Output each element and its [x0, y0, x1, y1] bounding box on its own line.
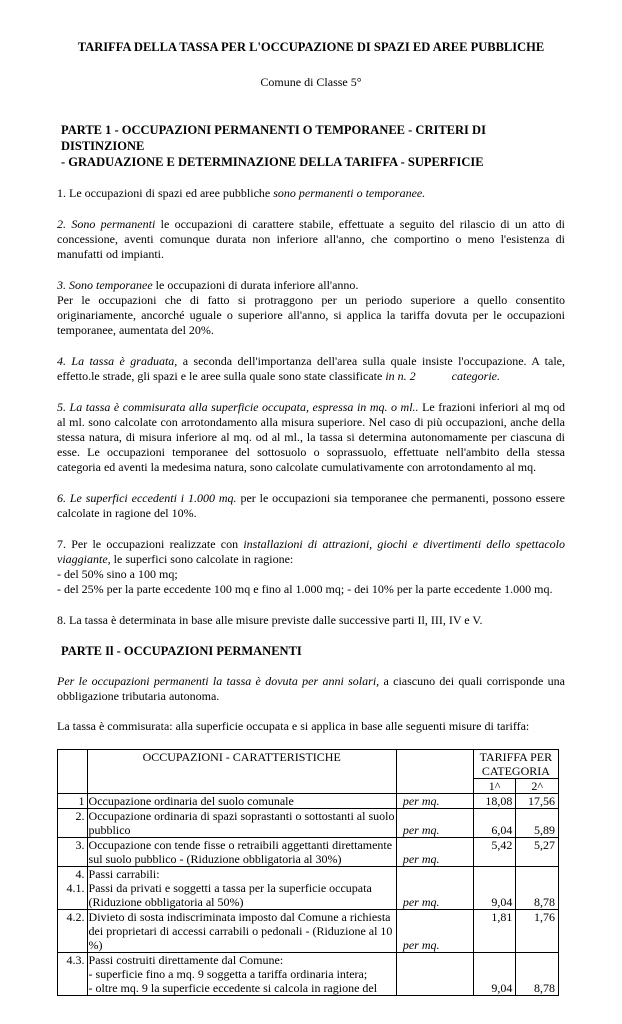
- table-row: [58, 910, 559, 953]
- p5-italic: 5. La tassa è commisurata alla superficie occupata, espressa in mq. o ml..: [57, 400, 419, 414]
- paragraph-4: [57, 354, 565, 384]
- p7-text: 7. Per le occupazioni realizzate con: [57, 537, 244, 551]
- p1-text: 1. Le occupazioni di spazi ed aree pubbliche: [57, 186, 274, 200]
- row-value-cat2: 5,89: [516, 809, 559, 838]
- row-unit: [396, 953, 473, 996]
- row-number: 1: [58, 794, 88, 809]
- p2-italic: 2. Sono permanenti: [57, 217, 156, 231]
- row-value-cat2: 1,76: [516, 910, 559, 953]
- part1-heading-line1: PARTE 1 - OCCUPAZIONI PERMANENTI O TEMPORANEE - CRITERI DI DISTINZIONE: [61, 123, 486, 153]
- paragraph-7: [57, 537, 565, 597]
- row-value-cat1: 9,04: [473, 953, 516, 996]
- table-row: [58, 794, 559, 809]
- row-description: Divieto di sosta indiscriminata imposto dal Comune a richiesta dei proprietari di accessi carrabili o pedonali - (Riduzione al 10 %): [87, 910, 396, 953]
- table-header-unit: [396, 750, 473, 794]
- part1-heading: [57, 122, 565, 170]
- p7-item-2: - del 25% per la parte eccedente 100 mq e fino al 1.000 mq; - dei 10% per la parte eccedente 1.000 mq.: [57, 582, 553, 596]
- p2-text: le occupazioni di carattere stabile, effettuate a seguito del rilascio di un atto di concessione, aventi comunque durata non inferiore all'anno, che comportino o meno l'esistenza di manufatti od impianti.: [57, 217, 566, 261]
- row-unit: per mq.: [396, 794, 473, 809]
- row-number: 2.: [58, 809, 88, 838]
- row-value-cat1: 6,04: [473, 809, 516, 838]
- table-header-cat2: 2^: [516, 779, 559, 794]
- row-unit: per mq.: [396, 838, 473, 867]
- table-header-characteristics: OCCUPAZIONI - CARATTERISTICHE: [87, 750, 396, 794]
- part2-p1-italic: Per le occupazioni permanenti la tassa è dovuta per anni solari,: [57, 674, 380, 688]
- paragraph-1: [57, 186, 565, 201]
- part2-paragraph-1: [57, 674, 565, 704]
- table-header-num: [58, 750, 88, 794]
- paragraph-5: [57, 400, 565, 475]
- row-description: Occupazione ordinaria di spazi soprastanti o sottostanti al suolo pubblico: [88, 809, 395, 837]
- tariff-table: [57, 749, 559, 996]
- table-body: [58, 794, 559, 996]
- row-description: Passi costruiti direttamente dal Comune: - superficie fino a mq. 9 soggetta a tariffa ordinaria intera; - oltre mq. 9 la superficie eccedente si calcola in ragione del: [87, 953, 396, 996]
- table-header-cat1: 1^: [473, 779, 516, 794]
- row-value-cat2: 8,78: [516, 867, 559, 910]
- part2-paragraph-2: La tassa è commisurata: alla superficie occupata e si applica in base alle seguenti misure di tariffa:: [57, 719, 530, 733]
- p7-italic: installazioni di attrazioni, giochi e divertimenti dello spettacolo viaggiante,: [57, 537, 565, 566]
- p6-italic: 6. Le superfici eccedenti i 1.000 mq.: [57, 491, 237, 505]
- p1-italic: sono permanenti o temporanee.: [273, 186, 426, 200]
- row-unit: per mq.: [396, 809, 473, 838]
- p4-text: a seconda dell'importanza dell'area sulla quale insiste l'occupazione. A tale, effetto.le strade, gli spazi e le aree sulla quale sono state classificate: [57, 354, 565, 383]
- row-number: 4.2.: [58, 910, 88, 953]
- paragraph-2: [57, 217, 565, 262]
- document-title: TARIFFA DELLA TASSA PER L'OCCUPAZIONE DI SPAZI ED AREE PUBBLICHE: [77, 40, 545, 54]
- table-row: [58, 867, 559, 910]
- p3-text: le occupazioni di durata inferiore all'anno.: [152, 278, 359, 292]
- p7-text-2: le superfici sono calcolate in ragione:: [110, 552, 294, 566]
- row-description: Occupazione con tende fisse o retraibili aggettanti direttamente sul suolo pubblico - (Riduzione obbligatoria al 30%): [87, 838, 396, 867]
- p4-italic: 4. La tassa è graduata,: [57, 354, 178, 368]
- p6-text: per le occupazioni sia temporanee che permanenti, possono essere calcolate in ragione del 10%.: [57, 491, 565, 520]
- row-unit: per mq.: [396, 867, 473, 910]
- paragraph-8: 8. La tassa è determinata in base alle misure previste dalle successive parti Il, III, IV e V.: [57, 613, 483, 627]
- paragraph-6: [57, 491, 565, 521]
- table-row: [58, 953, 559, 996]
- document-page: [57, 40, 565, 996]
- row-value-cat2: 5,27: [516, 838, 559, 867]
- table-row: [58, 838, 559, 867]
- row-description: Passi carrabili: Passi da privati e soggetti a tassa per la superficie occupata (Riduzione obbligatoria al 50%): [87, 867, 396, 910]
- part2-p1-text: a ciascuno dei quali corrisponde una obbligazione tributaria autonoma.: [57, 674, 566, 703]
- part2-heading: PARTE Il - OCCUPAZIONI PERMANENTI: [61, 644, 302, 658]
- p5-text: Le frazioni inferiori al mq od al ml. sono calcolate con arrotondamento alla misura superiore. Nel caso di più occupazioni, anche della stessa natura, di misura inferiore al mq. od al ml., la tassa si determina autonomamente per ciascuna di esse. Le occupazioni temporanee del sottosuolo o soprassuolo, effettuate nell'ambito della stessa categoria ed aventi la medesima natura, sono calcolate cumulativamente con arrotondamento al mq.: [57, 400, 565, 474]
- row-description: Occupazione ordinaria del suolo comunale: [87, 794, 396, 809]
- row-value-cat2: 17,56: [516, 794, 559, 809]
- part1-heading-line2: - GRADUAZIONE E DETERMINAZIONE DELLA TARIFFA - SUPERFICIE: [61, 155, 484, 169]
- row-unit: per mq.: [396, 910, 473, 953]
- table-header-tariff: TARIFFA PER CATEGORIA: [473, 750, 558, 779]
- row-value-cat2: 8,78: [516, 953, 559, 996]
- row-value-cat1: 1,81: [473, 910, 516, 953]
- table-header-row: [58, 750, 559, 779]
- row-value-cat1: 5,42: [473, 838, 516, 867]
- document-subtitle: Comune di Classe 5°: [260, 75, 362, 89]
- p7-item-1: - del 50% sino a 100 mq;: [57, 567, 178, 581]
- p4-italic-2: in n. 2: [385, 369, 416, 383]
- row-value-cat1: 18,08: [473, 794, 516, 809]
- row-number: 4. 4.1.: [58, 867, 88, 910]
- row-number: 4.3.: [58, 953, 88, 996]
- paragraph-3: [57, 278, 565, 338]
- p4-italic-3: categorie.: [451, 369, 500, 383]
- p3-text-2: Per le occupazioni che di fatto si protraggono per un periodo superiore a quello consentito originariamente, ancorché uguale o superiore all'anno, si applica la tariffa dovuta per le occupazioni temporanee, aumentata del 20%.: [57, 293, 565, 337]
- row-value-cat1: 9,04: [473, 867, 516, 910]
- p3-italic: 3. Sono temporanee: [57, 278, 153, 292]
- row-number: 3.: [58, 838, 88, 867]
- table-row: [58, 809, 559, 838]
